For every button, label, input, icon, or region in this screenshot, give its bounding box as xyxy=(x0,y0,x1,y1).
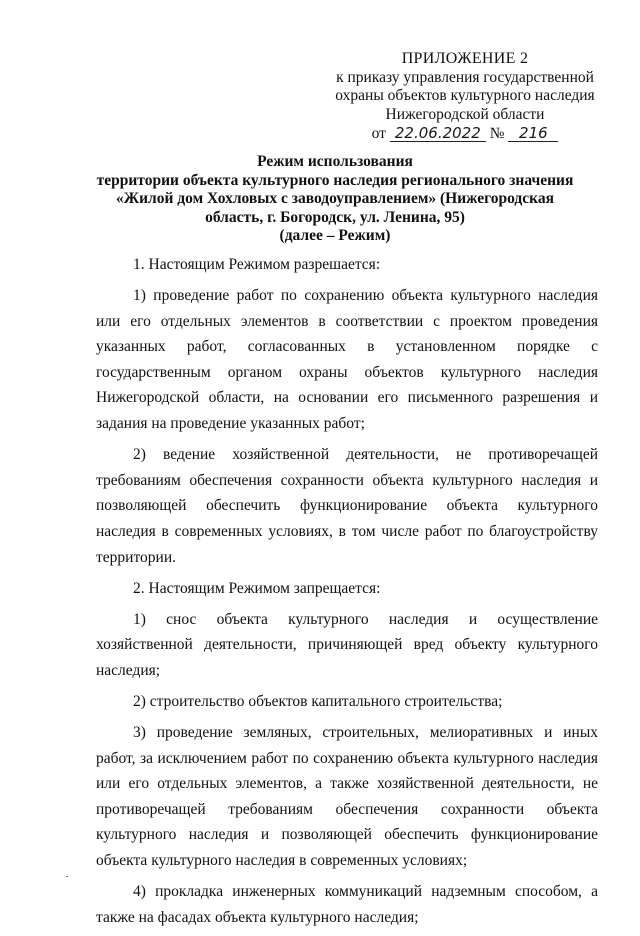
paragraph-allowed-1: 1) проведение работ по сохранению объекта культурного наследия или его отдельных элементов в соответствии с проектом проведения указанных работ, согласованных в установленном порядке с государственным органом охраны объектов культурного наследия Нижегородской области, на основании его письменного разрешения и задания на проведение указанных работ; xyxy=(96,287,598,433)
paragraph-section-2: 2. Настоящим Режимом запрещается: xyxy=(133,579,381,597)
scan-speck xyxy=(66,876,68,877)
paragraph-prohibited-2: 2) строительство объектов капитального строительства; xyxy=(133,693,503,710)
appendix-header xyxy=(300,50,630,144)
title-line-3: «Жилой дом Хохловых с заводоуправлением» (Нижегородская xyxy=(116,190,554,207)
appendix-line-order: к приказу управления государственной xyxy=(336,68,594,86)
paragraph-allowed-2: 2) ведение хозяйственной деятельности, не противоречащей требованиям обеспечения сохранности объекта культурного наследия и позволяющей обеспечить функционирование объекта культурного наследия в современных условиях, в том числе работ по благоустройству территории. xyxy=(96,446,598,566)
appendix-date-line xyxy=(372,125,559,144)
title-line-2: территории объекта культурного наследия регионального значения xyxy=(96,171,574,189)
paragraph-prohibited-3: 3) проведение земляных, строительных, мелиоративных и иных работ, за исключением работ по сохранению объекта культурного наследия или его отдельных элементов, а также хозяйственной деятельности, не противоречащей требованиям обеспечения сохранности объекта культурного наследия и позволяющей обеспечить функционирование объекта культурного наследия в современных условиях; xyxy=(96,724,598,870)
title-line-1: Режим использования xyxy=(257,153,413,170)
document-body xyxy=(96,252,598,936)
title-line-5: (далее – Режим) xyxy=(279,227,391,244)
document-title xyxy=(80,153,590,246)
handwritten-date: 22.06.2022 xyxy=(390,126,486,142)
appendix-title: ПРИЛОЖЕНИЕ 2 xyxy=(401,50,529,67)
paragraph-section-1: 1. Настоящим Режимом разрешается: xyxy=(133,256,381,273)
handwritten-number: 216 xyxy=(508,126,558,142)
number-sign: № xyxy=(489,125,505,142)
date-prefix: от xyxy=(371,125,386,142)
appendix-line-region: Нижегородской области xyxy=(385,105,545,123)
paragraph-prohibited-1: 1) снос объекта культурного наследия и осуществление хозяйственной деятельности, причиняющей вред объекту культурного наследия; xyxy=(96,610,598,679)
paragraph-prohibited-4: 4) прокладка инженерных коммуникаций надземным способом, а также на фасадах объекта культурного наследия; xyxy=(96,883,598,926)
title-line-4: область, г. Богородск, ул. Ленина, 95) xyxy=(205,208,465,226)
appendix-line-authority: охраны объектов культурного наследия xyxy=(335,87,595,104)
